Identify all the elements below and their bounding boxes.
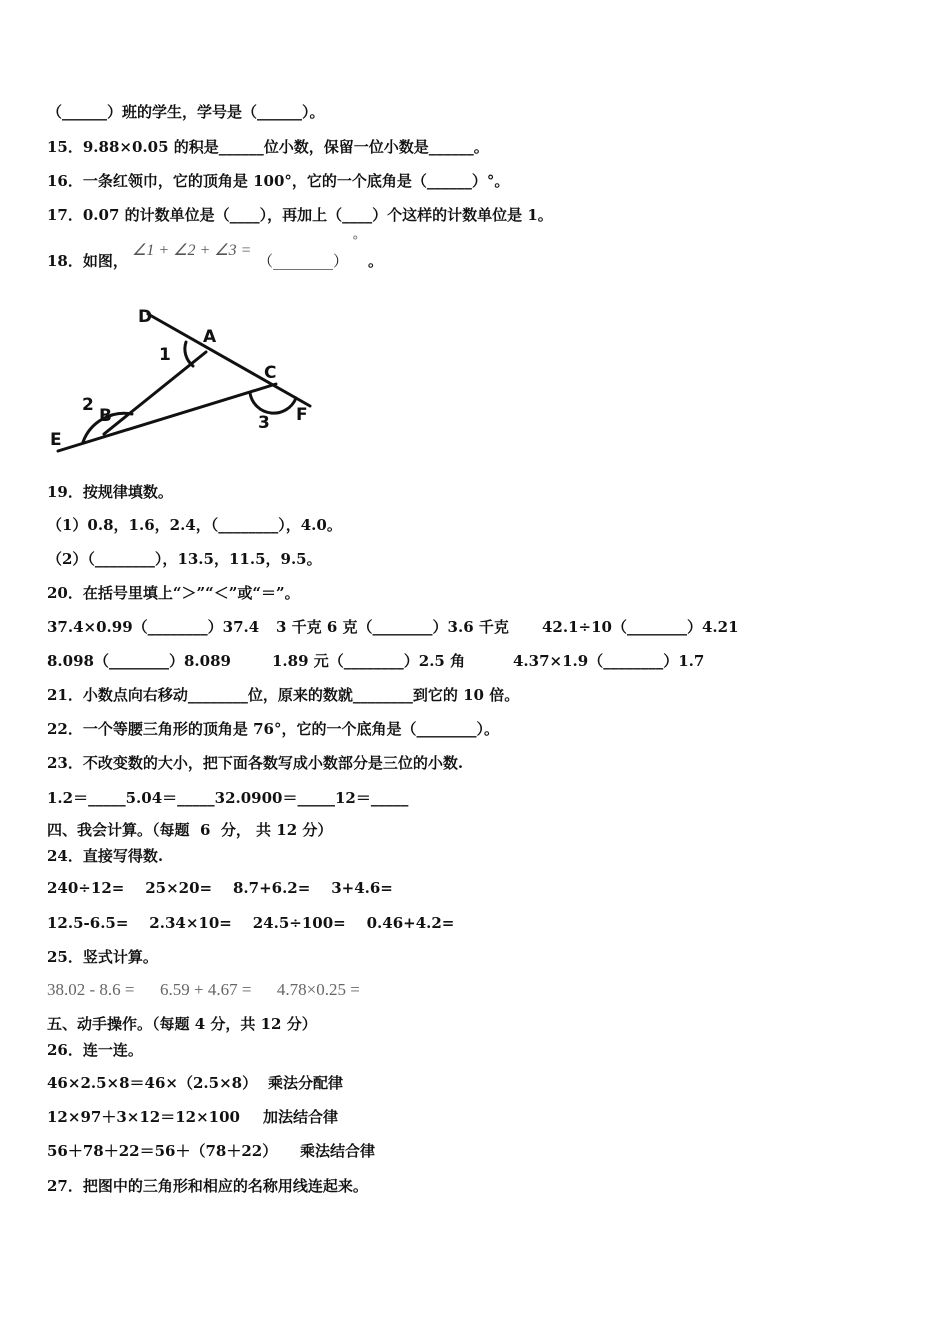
question-26: 26．连一连。 (47, 1041, 143, 1059)
question-24-row2: 12.5-6.5= 2.34×10= 24.5÷100= 0.46+4.2= (47, 914, 455, 932)
label-f: F (296, 405, 308, 425)
question-22: 22．一个等腰三角形的顶角是 76°，它的一个底角是（________）。 (47, 720, 499, 738)
question-20-b2: 1.89 元（________）2.5 角 (272, 652, 466, 670)
question-18: 18．如图， (47, 252, 128, 270)
question-26-r3-expression: 56＋78＋22＝56＋（78＋22） (47, 1142, 278, 1160)
question-20-a1: 37.4×0.99（________）37.4 (47, 618, 260, 636)
question-24-row1: 240÷12= 25×20= 8.7+6.2= 3+4.6= (47, 879, 393, 897)
label-2: 2 (82, 395, 94, 415)
question-26-r2-law: 加法结合律 (263, 1108, 339, 1126)
question-19: 19．按规律填数。 (47, 483, 173, 501)
arc-3 (250, 393, 296, 413)
line-14b: （______）班的学生，学号是（______）。 (47, 103, 325, 121)
question-17: 17．0.07 的计数单位是（____），再加上（____）个这样的计数单位是 1。 (47, 206, 553, 224)
question-23-row: 1.2＝_____5.04＝_____32.0900＝_____12＝_____ (47, 789, 409, 807)
question-26-r1-law: 乘法分配律 (268, 1074, 344, 1092)
question-27: 27．把图中的三角形和相应的名称用线连起来。 (47, 1177, 368, 1195)
question-19-2: （2）（________），13.5，11.5，9.5。 (47, 550, 322, 568)
question-20-b3: 4.37×1.9（________）1.7 (513, 652, 705, 670)
question-20: 20．在括号里填上“＞”“＜”或“＝”。 (47, 584, 300, 602)
line-df (148, 314, 310, 406)
question-18-expression: ∠1 + ∠2 + ∠3 = (132, 242, 252, 259)
question-18-degree: ° (352, 234, 359, 249)
question-18-blank: （________） (258, 252, 349, 270)
label-3: 3 (258, 413, 270, 433)
question-21: 21．小数点向右移动________位，原来的数就________到它的 10 倍。 (47, 686, 520, 704)
question-24: 24．直接写得数. (47, 847, 164, 865)
question-15: 15．9.88×0.05 的积是______位小数，保留一位小数是______。 (47, 138, 489, 156)
label-a: A (203, 327, 217, 347)
section-5-heading: 五、动手操作。（每题 4 分，共 12 分） (47, 1015, 317, 1033)
question-18-end: 。 (368, 252, 384, 270)
label-b: B (99, 406, 112, 426)
question-20-a3: 42.1÷10（________）4.21 (542, 618, 739, 636)
question-20-b1: 8.098（________）8.089 (47, 652, 231, 670)
question-26-r2-expression: 12×97＋3×12＝12×100 (47, 1108, 240, 1126)
section-4-heading: 四、我会计算。（每题 6 分， 共 12 分） (47, 821, 333, 839)
angle-figure (40, 300, 330, 460)
label-c: C (264, 363, 277, 383)
question-25-row: 38.02 - 8.6 = 6.59 + 4.67 = 4.78×0.25 = (47, 980, 360, 999)
question-23: 23．不改变数的大小，把下面各数写成小数部分是三位的小数. (47, 754, 464, 772)
label-d: D (138, 307, 153, 327)
question-16: 16．一条红领巾，它的顶角是 100°，它的一个底角是（______）°。 (47, 172, 510, 190)
question-20-a2: 3 千克 6 克（________）3.6 千克 (276, 618, 509, 636)
question-25: 25．竖式计算。 (47, 948, 158, 966)
question-19-1: （1）0.8，1.6，2.4，（________），4.0。 (47, 516, 342, 534)
question-26-r3-law: 乘法结合律 (300, 1142, 376, 1160)
label-e: E (50, 430, 62, 450)
question-26-r1-expression: 46×2.5×8＝46×（2.5×8） (47, 1074, 258, 1092)
label-1: 1 (159, 345, 171, 365)
